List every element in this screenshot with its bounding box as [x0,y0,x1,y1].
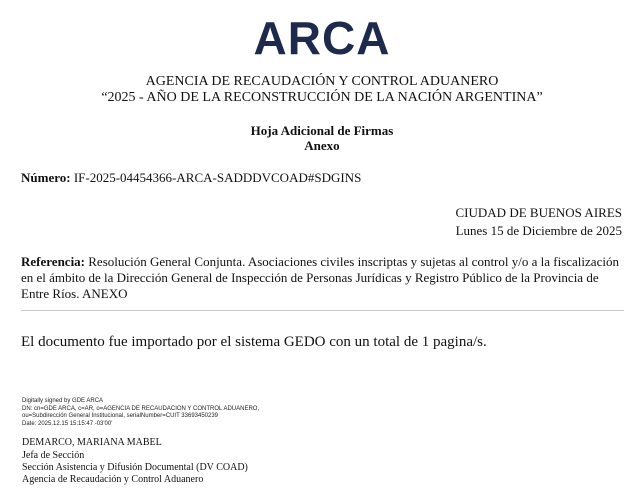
arca-logo: ARCA [253,12,391,64]
import-note: El documento fue importado por el sistema GEDO con un total de 1 pagina/s. [21,334,487,350]
document-number-label: Número: [21,170,71,185]
document-subtitle: Anexo [304,138,340,153]
digital-signature-line: Digitally signed by GDE ARCA [22,398,104,404]
signer-role: Jefa de Sección [22,450,85,461]
reference-text: Resolución General Conjunta. Asociaciones civiles inscriptas y sujetas al control y/o a la fiscalización en el ámbito de la Dirección General de Inspección de Personas Jurídicas y Registro Público de la Provincia de Entre Ríos. ANEXO [21,254,619,301]
digital-signature-line: DN: cn=GDE ARCA, c=AR, o=AGENCIA DE RECAUDACION Y CONTROL ADUANERO, [22,405,260,412]
digital-signature-line: ou=Subdirección General Institucional, serialNumber=CUIT 33693450239 [22,413,219,419]
signer-section: Sección Asistencia y Difusión Documental (DV COAD) [22,462,248,473]
signer-agency: Agencia de Recaudación y Control Aduanero [22,474,204,485]
date: Lunes 15 de Diciembre de 2025 [455,223,622,238]
digital-signature-stamp [22,398,259,428]
digital-signature-line: Date: 2025.12.15 15:15:47 -03'00' [22,420,113,427]
signer-name: DEMARCO, MARIANA MABEL [22,437,162,448]
document-number [21,170,361,186]
agency-name: AGENCIA DE RECAUDACIÓN Y CONTROL ADUANERO [145,74,499,89]
divider [21,310,624,311]
document-number-value: IF-2025-04454366-ARCA-SADDDVCOAD#SDGINS [73,170,362,185]
reference-label: Referencia: [21,254,86,269]
place: CIUDAD DE BUENOS AIRES [455,205,622,220]
document-title: Hoja Adicional de Firmas [250,123,394,138]
agency-motto: “2025 - AÑO DE LA RECONSTRUCCIÓN DE LA NACIÓN ARGENTINA” [101,90,543,105]
reference [21,254,621,302]
